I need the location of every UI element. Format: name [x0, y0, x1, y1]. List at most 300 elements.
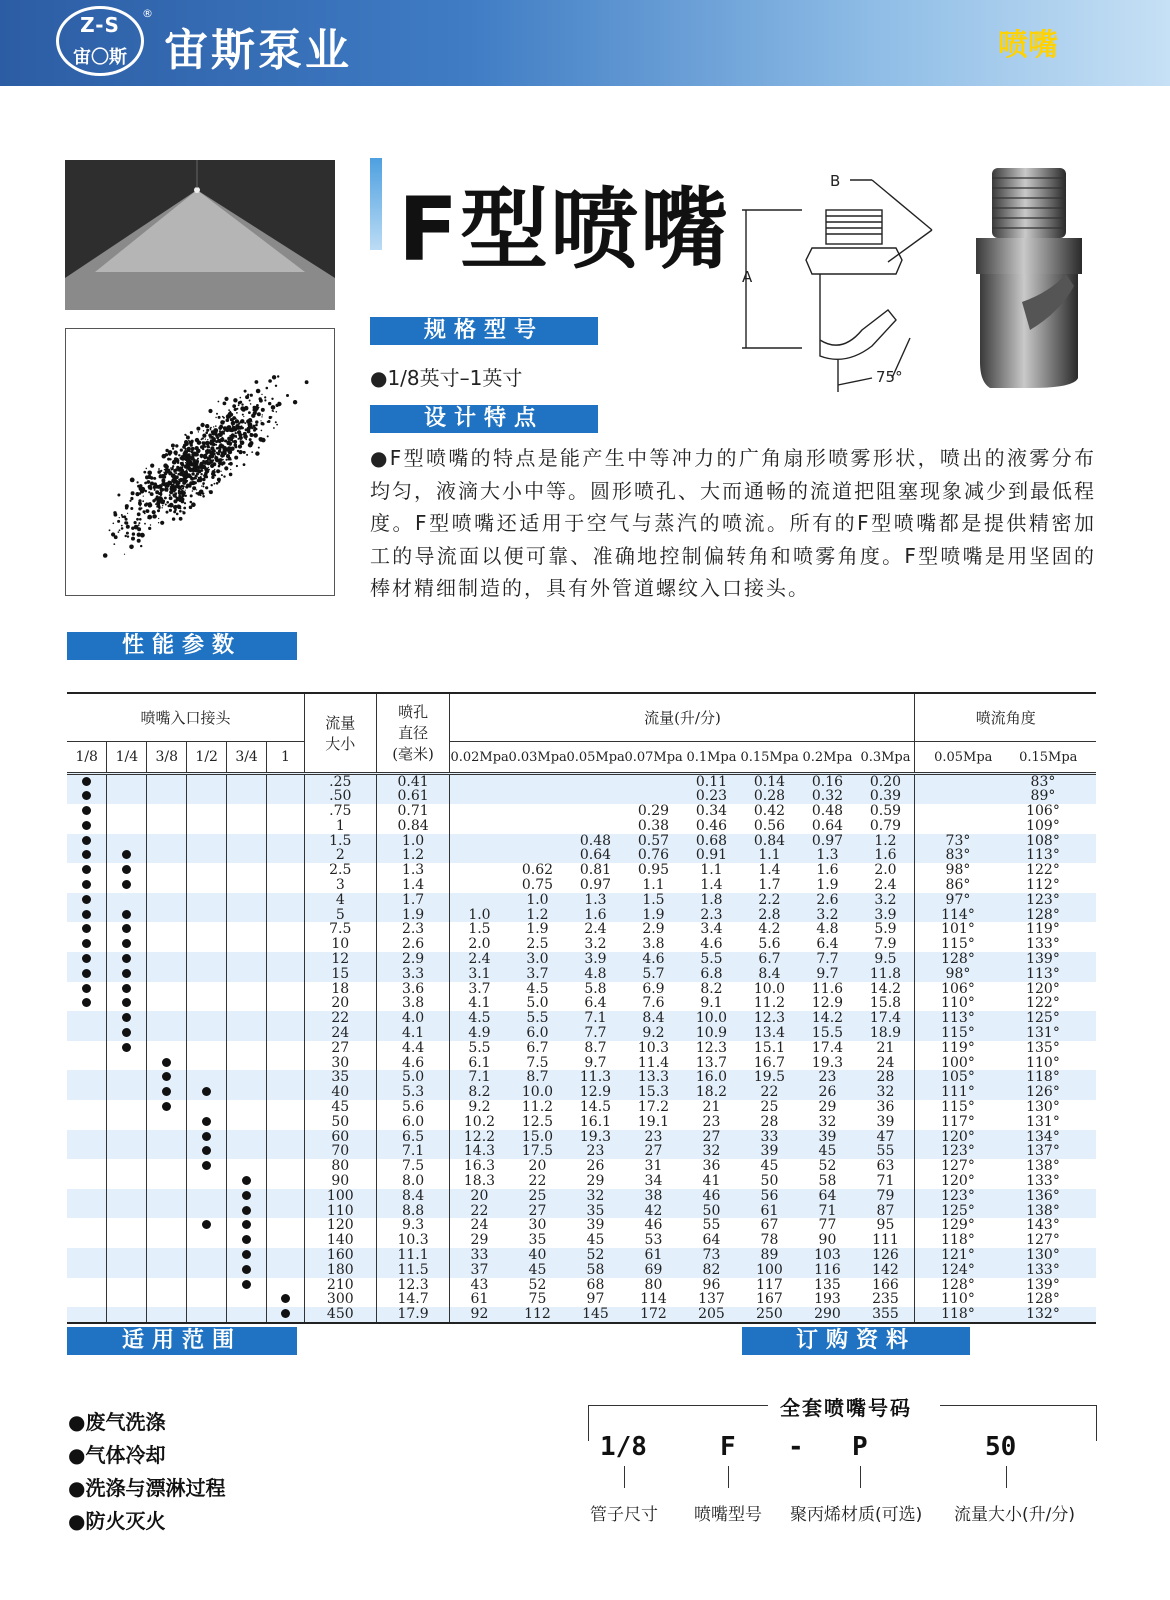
spray-droplet [164, 497, 167, 500]
spray-droplet [249, 400, 251, 402]
inlet-cell [107, 1085, 147, 1100]
flow-value: 55 [876, 1143, 895, 1160]
inlet-cell [187, 996, 227, 1011]
flow-value: 82 [702, 1261, 721, 1278]
spray-droplet [212, 440, 215, 443]
flow-value: 53 [644, 1232, 663, 1249]
inlet-cell [147, 878, 187, 893]
availability-dot [242, 1220, 251, 1229]
spray-droplet [208, 434, 212, 438]
orifice-cell: 1.3 [376, 863, 450, 878]
spray-droplet [113, 543, 115, 545]
inlet-cell [267, 1278, 305, 1293]
capacity-cell: 20 [304, 996, 376, 1011]
flow-value: 25 [760, 1099, 779, 1116]
spray-droplet [235, 432, 237, 434]
inlet-cell [107, 1144, 147, 1159]
inlet-cell [227, 773, 267, 789]
flow-value: 12.3 [753, 1010, 786, 1027]
angle-cells [915, 789, 1096, 804]
angle-value [915, 789, 1000, 804]
angle-value: 119° [941, 1039, 975, 1056]
angle-cells [915, 922, 1096, 937]
spray-droplet [182, 511, 183, 512]
spray-droplet [190, 501, 193, 504]
inlet-cell [187, 789, 227, 804]
flow-value: 3.7 [468, 980, 491, 997]
availability-dot [162, 1087, 171, 1096]
spray-droplet [215, 425, 217, 427]
flow-cells [450, 1263, 915, 1278]
spray-droplet [139, 492, 142, 495]
inlet-cell [67, 1218, 107, 1233]
spray-droplet [241, 403, 243, 405]
flow-value: 0.14 [753, 773, 786, 790]
inlet-cell [267, 1041, 305, 1056]
availability-dot [122, 939, 131, 948]
inlet-cell [227, 863, 267, 878]
flow-value [624, 789, 682, 804]
inlet-cell [147, 1056, 187, 1071]
angle-cells [915, 878, 1096, 893]
inlet-cell [187, 1085, 227, 1100]
flow-value: 5.6 [758, 936, 781, 953]
spray-droplet [202, 478, 206, 482]
flow-value: 205 [698, 1306, 725, 1323]
flow-value: 43 [470, 1276, 489, 1293]
capacity-cell: 140 [304, 1233, 376, 1248]
table-row [67, 1218, 1096, 1233]
feature-description: ●F型喷嘴的特点是能产生中等冲力的广角扇形喷雾形状，喷出的液雾分布均匀，液滴大小中等。圆形喷孔、大而通畅的流道把阻塞现象减少到最低程度。F型喷嘴还适用于空气与蒸汽的喷流。所有的F型喷嘴都是提供精密加工的导流面以便可靠、准确地控制偏转角和喷雾角度。F型喷嘴是用坚固的棒材精细制造的，具有外管道螺纹入口接头。 [370, 446, 1096, 600]
inlet-cell [267, 819, 305, 834]
inlet-cell [147, 1041, 187, 1056]
flow-value: 56 [760, 1187, 779, 1204]
spray-droplet [202, 466, 204, 468]
flow-value: 4.6 [700, 936, 723, 953]
spray-droplet [194, 481, 197, 484]
inlet-cell [227, 1204, 267, 1219]
flow-value: 11.8 [869, 965, 902, 982]
title-accent-bar [370, 158, 382, 250]
spray-droplet [202, 495, 205, 498]
flow-value: 1.1 [758, 847, 781, 864]
inlet-cell [227, 834, 267, 849]
inlet-cell [227, 1130, 267, 1145]
spray-droplet [190, 444, 193, 447]
flow-value: 0.48 [811, 803, 844, 820]
spray-droplet [172, 517, 175, 520]
angle-value: 128° [941, 951, 975, 968]
spray-droplet [191, 454, 193, 456]
flow-value: 21 [702, 1099, 721, 1116]
inlet-cell [267, 789, 305, 804]
spray-droplet [169, 494, 171, 496]
flow-value: 0.16 [811, 773, 844, 790]
flow-value: 39 [586, 1217, 605, 1234]
order-bracket-left [588, 1405, 768, 1406]
order-tick [624, 1466, 625, 1488]
angle-value: 118° [941, 1232, 975, 1249]
angle-value: 131° [1026, 1113, 1060, 1130]
orifice-cell: 5.3 [376, 1085, 450, 1100]
flow-value: 0.91 [695, 847, 728, 864]
orifice-cell: 1.7 [376, 893, 450, 908]
angle-value: 120° [1026, 980, 1060, 997]
flow-value: 26 [818, 1084, 837, 1101]
inlet-cell [227, 937, 267, 952]
spray-droplet [166, 501, 169, 504]
spray-droplet [175, 475, 179, 479]
table-row [67, 1307, 1096, 1323]
flow-value [450, 775, 508, 790]
inlet-cell [107, 982, 147, 997]
spray-droplet [164, 472, 167, 475]
spray-droplet [264, 399, 266, 401]
spray-droplet [267, 435, 269, 437]
flow-value: 7.1 [584, 1010, 607, 1027]
flow-value: 8.7 [526, 1069, 549, 1086]
flow-value: 4.2 [758, 921, 781, 938]
flow-value: 7.5 [526, 1054, 549, 1071]
inlet-cell [267, 1144, 305, 1159]
flow-value: 5.9 [874, 921, 897, 938]
flow-cells [450, 1307, 915, 1323]
flow-value: 6.9 [642, 980, 665, 997]
angle-cells [915, 1233, 1096, 1248]
orifice-cell: 3.6 [376, 982, 450, 997]
spray-droplet [216, 413, 218, 415]
flow-value: 12.5 [521, 1113, 554, 1130]
angle-value: 134° [1026, 1128, 1060, 1145]
flow-value: 0.23 [695, 788, 728, 805]
flow-value: 6.4 [584, 995, 607, 1012]
flow-value: 68 [586, 1276, 605, 1293]
angle-value: 118° [1026, 1069, 1060, 1086]
capacity-cell: 40 [304, 1085, 376, 1100]
spray-droplet [157, 470, 161, 474]
angle-cells [915, 982, 1096, 997]
angle-value: 121° [941, 1247, 975, 1263]
inlet-cell [227, 996, 267, 1011]
table-row [67, 982, 1096, 997]
inlet-cell [147, 1070, 187, 1085]
angle-cells [915, 1100, 1096, 1115]
inlet-cell [147, 1278, 187, 1293]
spray-droplet [251, 414, 255, 418]
availability-dot [82, 924, 91, 933]
spray-droplet [275, 421, 277, 423]
spray-droplet [249, 441, 253, 445]
flow-value: 5.8 [584, 980, 607, 997]
spray-droplet [210, 463, 212, 465]
flow-value: 2.0 [468, 936, 491, 953]
spray-droplet [230, 469, 231, 470]
flow-value: 92 [470, 1306, 489, 1323]
inlet-cell [107, 922, 147, 937]
inlet-cell [267, 1100, 305, 1115]
spray-droplet [271, 405, 276, 410]
order-code-material: P [852, 1432, 868, 1462]
flow-value: 30 [528, 1217, 547, 1234]
inlet-cell [67, 1026, 107, 1041]
spray-droplet [182, 491, 186, 495]
spray-droplet [182, 485, 184, 487]
flow-value: 34 [644, 1173, 663, 1190]
angle-value: 100° [941, 1054, 975, 1071]
spray-droplet [158, 468, 160, 470]
spray-droplet [183, 507, 186, 510]
spray-droplet [255, 420, 258, 423]
spray-droplet [166, 511, 169, 514]
table-row [67, 863, 1096, 878]
angle-value: 128° [941, 1276, 975, 1293]
flow-value: 172 [640, 1306, 667, 1323]
spray-droplet [251, 451, 253, 453]
flow-value: 11.2 [521, 1099, 554, 1116]
flow-cells [450, 834, 915, 849]
flow-value: 73 [702, 1247, 721, 1263]
flow-value: 103 [814, 1247, 841, 1263]
inlet-cell [187, 1130, 227, 1145]
angle-value: 98° [945, 965, 971, 982]
spray-droplet [267, 421, 269, 423]
angle-value: 115° [941, 1099, 975, 1116]
flow-value: 15.1 [753, 1039, 786, 1056]
capacity-cell: 7.5 [304, 922, 376, 937]
application-item: ●洗涤与漂淋过程 [68, 1476, 226, 1500]
inlet-cell [67, 893, 107, 908]
orifice-cell: 17.9 [376, 1307, 450, 1323]
spray-droplet [184, 502, 186, 504]
flow-value [450, 848, 508, 863]
capacity-cell: 110 [304, 1204, 376, 1219]
inlet-cell [67, 773, 107, 789]
spray-droplet [185, 490, 186, 491]
flow-cells [450, 789, 915, 804]
pressure-header: 0.07Mpa [624, 749, 683, 765]
inlet-cell [67, 1100, 107, 1115]
orifice-cell: 1.4 [376, 878, 450, 893]
angle-value: 130° [1026, 1099, 1060, 1116]
spray-droplet [208, 409, 212, 413]
inlet-cell [67, 996, 107, 1011]
spray-droplet [228, 463, 230, 465]
inlet-cell [147, 1159, 187, 1174]
flow-value: 12.9 [811, 995, 844, 1012]
pressure-header: 0.15Mpa [740, 749, 799, 765]
spray-droplet [213, 453, 216, 456]
angle-value: 120° [941, 1128, 975, 1145]
inlet-cell [227, 1085, 267, 1100]
spray-droplet [165, 465, 169, 469]
flow-value: 7.9 [874, 936, 897, 953]
spray-droplet [201, 485, 202, 486]
table-row [67, 1204, 1096, 1219]
inlet-cell [267, 996, 305, 1011]
inlet-cell [227, 1248, 267, 1263]
angle-value: 132° [1026, 1306, 1060, 1323]
company-logo [56, 6, 153, 76]
availability-dot [242, 1250, 251, 1259]
flow-value: 6.7 [758, 951, 781, 968]
spray-droplet [256, 389, 261, 394]
flow-value: 63 [876, 1158, 895, 1175]
spray-droplet [229, 443, 231, 445]
flow-value: 2.9 [642, 921, 665, 938]
spray-droplet [187, 455, 190, 458]
page-header [0, 0, 1170, 86]
flow-value: 0.20 [869, 773, 902, 790]
angle-value: 106° [1026, 803, 1060, 820]
capacity-cell: 180 [304, 1263, 376, 1278]
spray-droplet [137, 512, 141, 516]
flow-cells [450, 1218, 915, 1233]
inlet-cell [267, 893, 305, 908]
flow-value: 0.97 [579, 877, 612, 894]
capacity-cell: 24 [304, 1026, 376, 1041]
flow-value: 16.0 [695, 1069, 728, 1086]
spray-droplet [172, 488, 173, 489]
spray-droplet [239, 421, 241, 423]
spray-droplet [221, 474, 223, 476]
flow-cells [450, 773, 915, 789]
capacity-cell: 90 [304, 1174, 376, 1189]
flow-value: 26 [586, 1158, 605, 1175]
header-angle: 喷流角度 [915, 693, 1096, 741]
spray-droplet [216, 469, 220, 473]
flow-cells [450, 804, 915, 819]
spray-droplet [202, 482, 205, 485]
spray-droplet [231, 427, 236, 432]
flow-value: 12.9 [579, 1084, 612, 1101]
spray-droplet [147, 480, 151, 484]
flow-value: 1.4 [758, 862, 781, 879]
spray-droplet [235, 419, 239, 423]
spray-droplet [174, 473, 176, 475]
spray-droplet [260, 420, 261, 421]
spray-droplet [199, 479, 202, 482]
spray-droplet [219, 443, 222, 446]
angle-cells [915, 967, 1096, 982]
flow-value [508, 848, 566, 863]
orifice-cell: 2.9 [376, 952, 450, 967]
inlet-cell [227, 1144, 267, 1159]
inlet-cell [187, 1144, 227, 1159]
inlet-cell [187, 834, 227, 849]
spray-droplet [171, 444, 175, 448]
inlet-cell [187, 863, 227, 878]
inlet-cell [107, 908, 147, 923]
inlet-cell [67, 908, 107, 923]
availability-dot [242, 1280, 251, 1289]
spray-droplet [148, 491, 150, 493]
availability-dot [202, 1220, 211, 1229]
inlet-cell [267, 773, 305, 789]
flow-value: 193 [814, 1291, 841, 1308]
spray-droplet [261, 438, 266, 443]
table-row [67, 1115, 1096, 1130]
angle-cells [915, 1278, 1096, 1293]
flow-value: 4.5 [526, 980, 549, 997]
angle-cells [915, 1041, 1096, 1056]
capacity-cell: 160 [304, 1248, 376, 1263]
flow-cells [450, 1174, 915, 1189]
inlet-cell [187, 1233, 227, 1248]
inlet-cell [267, 1159, 305, 1174]
inlet-cell [147, 1263, 187, 1278]
flow-value: 116 [814, 1261, 841, 1278]
inlet-cell [227, 1056, 267, 1071]
spray-droplet [218, 401, 220, 403]
spray-droplet [155, 490, 159, 494]
angle-cells [915, 1130, 1096, 1145]
angle-value: 114° [941, 906, 975, 923]
angle-value: 128° [1026, 906, 1060, 923]
flow-value: 9.2 [468, 1099, 491, 1116]
availability-dot [82, 969, 91, 978]
spray-droplet [202, 441, 205, 444]
inlet-cell [67, 1085, 107, 1100]
spray-droplet [156, 506, 158, 508]
application-item: ●防火灭火 [68, 1509, 166, 1533]
inlet-cell [267, 1189, 305, 1204]
spray-droplet [209, 490, 213, 494]
inlet-cell [267, 1011, 305, 1026]
spray-droplet [171, 467, 174, 470]
spray-droplet [246, 454, 248, 456]
table-row [67, 1278, 1096, 1293]
flow-value: 3.0 [526, 951, 549, 968]
availability-dot [122, 924, 131, 933]
spray-droplet [131, 491, 135, 495]
availability-dot [122, 984, 131, 993]
flow-value: 1.0 [526, 891, 549, 908]
flow-cells [450, 1248, 915, 1263]
inlet-cell [107, 804, 147, 819]
availability-dot [82, 777, 91, 786]
inlet-cell [107, 952, 147, 967]
spray-droplet [202, 434, 206, 438]
inlet-cell [187, 1011, 227, 1026]
spray-droplet [127, 535, 129, 537]
angle-value: 112° [1026, 877, 1060, 894]
flow-value: 5.5 [526, 1010, 549, 1027]
inlet-cell [147, 922, 187, 937]
inlet-cell [267, 1174, 305, 1189]
flow-value: 20 [470, 1187, 489, 1204]
spray-droplet [190, 494, 193, 497]
spray-droplet [176, 466, 179, 469]
flow-value: 7.7 [584, 1025, 607, 1042]
angle-cells [915, 863, 1096, 878]
flow-value: 19.5 [753, 1069, 786, 1086]
spray-droplet [195, 475, 198, 478]
order-tick [1006, 1466, 1007, 1488]
flow-value: 39 [760, 1143, 779, 1160]
orifice-cell: 4.0 [376, 1011, 450, 1026]
table-row [67, 804, 1096, 819]
flow-value: 79 [876, 1187, 895, 1204]
inlet-cell [67, 1056, 107, 1071]
angle-value: 109° [1026, 817, 1060, 834]
flow-value: 33 [470, 1247, 489, 1263]
table-row [67, 1056, 1096, 1071]
inlet-cell [107, 996, 147, 1011]
flow-value: 145 [582, 1306, 609, 1323]
angle-value: 119° [1026, 921, 1060, 938]
flow-value: 37 [470, 1261, 489, 1278]
spray-droplet [148, 485, 152, 489]
